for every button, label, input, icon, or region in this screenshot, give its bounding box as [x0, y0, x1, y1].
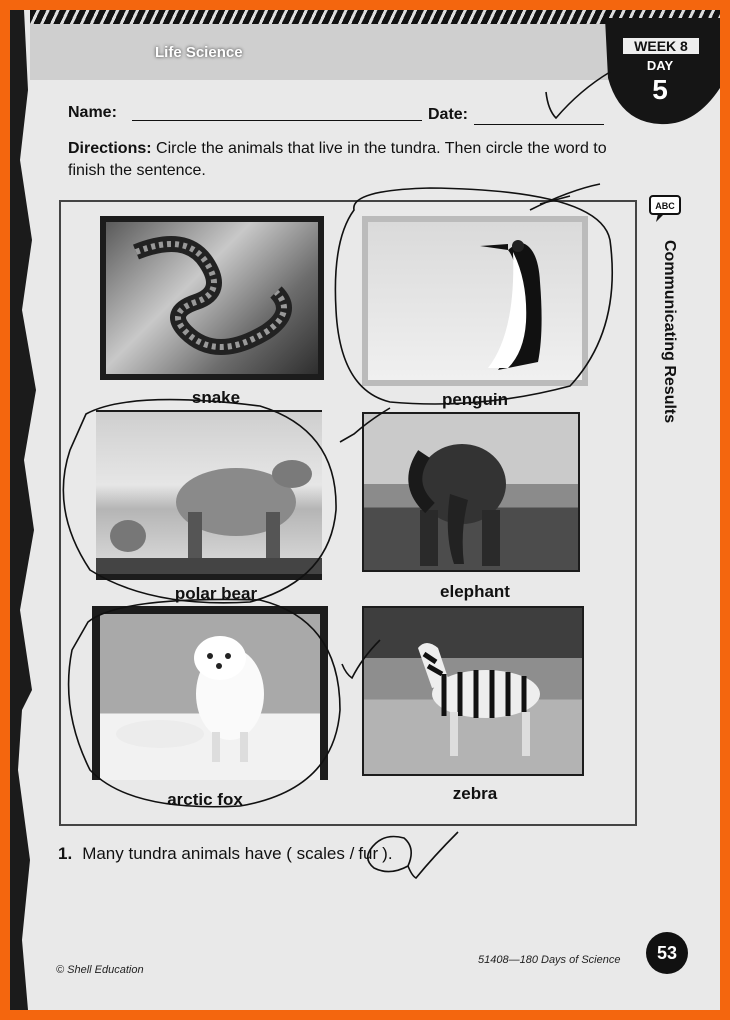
torn-paper-edge [10, 10, 50, 1010]
name-field[interactable] [132, 120, 422, 121]
answer-choice-fur[interactable]: fur [358, 844, 379, 863]
week-label: WEEK 8 [623, 38, 699, 54]
question-number: 1. [58, 844, 73, 863]
snake-icon [106, 222, 318, 374]
elephant-icon [364, 414, 578, 570]
elephant-photo[interactable] [362, 412, 580, 572]
sidebar-title-text: Communicating Results [661, 240, 678, 424]
penguin-photo[interactable] [362, 216, 588, 386]
zebra-icon [364, 608, 582, 774]
polar-bear-photo[interactable] [96, 410, 322, 580]
week-day-badge [600, 18, 720, 128]
footer-publisher: © Shell Education [56, 964, 144, 976]
animal-label-penguin: penguin [441, 390, 509, 409]
animal-label-arctic-fox: arctic fox [167, 790, 243, 809]
speech-bubble-icon [648, 194, 684, 224]
question-1 [58, 844, 393, 864]
directions-text: Circle the animals that live in the tundra. Then circle the word to finish the sentence. [68, 140, 607, 179]
date-label: Date: [428, 106, 469, 123]
polar-bear-icon [96, 412, 322, 574]
checkmark-fur [408, 832, 458, 878]
date-field[interactable] [474, 124, 604, 125]
page-number: 53 [646, 932, 688, 974]
penguin-icon [368, 222, 582, 380]
animal-label-elephant: elephant [440, 582, 510, 601]
zebra-photo[interactable] [362, 606, 584, 776]
speech-bubble-label: ABC [655, 201, 675, 211]
animal-label-snake: snake [191, 388, 241, 407]
directions-lead: Directions: [68, 140, 152, 157]
arctic-fox-icon [100, 614, 320, 780]
animal-label-zebra: zebra [452, 784, 498, 803]
sidebar-title [650, 240, 680, 480]
question-prefix: Many tundra animals have ( scales / [82, 844, 355, 863]
arctic-fox-photo[interactable] [92, 606, 328, 780]
question-suffix: ). [382, 844, 393, 863]
worksheet-page [10, 10, 720, 1010]
section-title: Life Science [155, 44, 243, 61]
name-label: Name: [68, 104, 117, 121]
animal-label-polar-bear: polar bear [174, 584, 258, 603]
directions [68, 138, 608, 182]
footer-book: 51408—180 Days of Science [478, 954, 621, 966]
snake-photo[interactable] [100, 216, 324, 380]
day-number: 5 [652, 74, 668, 105]
day-label: DAY [646, 58, 674, 73]
